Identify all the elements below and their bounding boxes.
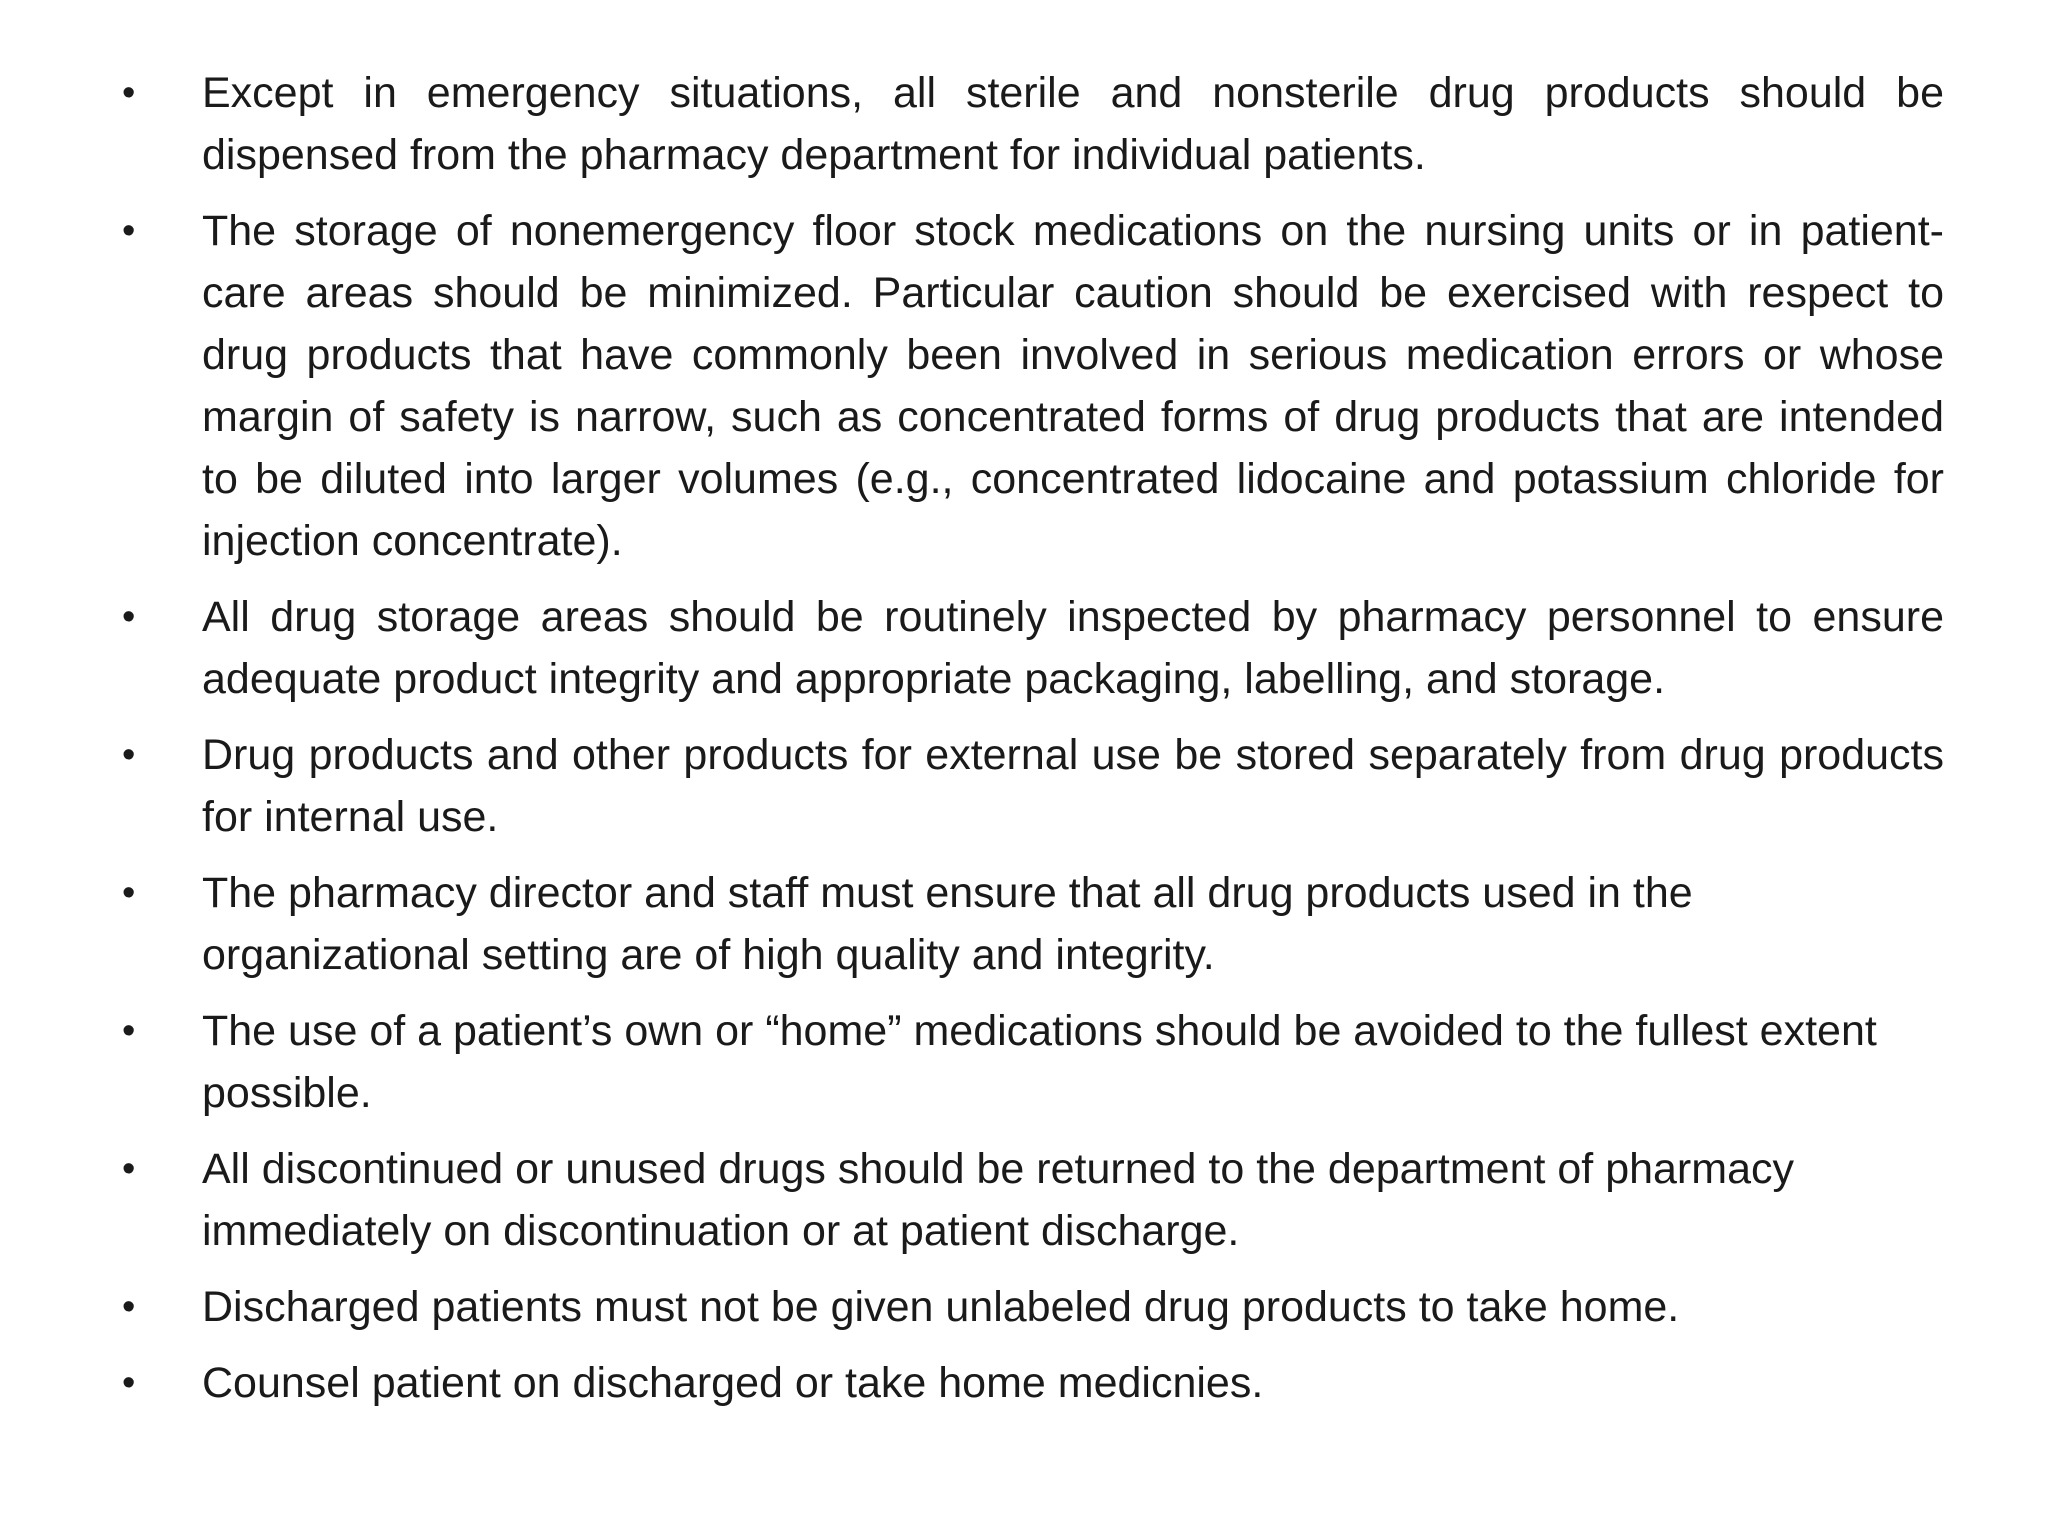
bullet-item-counsel-patient: [120, 1352, 1944, 1414]
bullet-icon: •: [122, 1286, 136, 1328]
bullet-icon: •: [122, 72, 136, 114]
bullet-item-emergency-dispensing: [120, 62, 1944, 186]
bullet-text: The storage of nonemergency floor stock medications on the nursing units or in patient-care areas should be minimized. Particular caution should be exercised with respect to drug products that have commonly been involved in serious medication errors or whose margin of safety is narrow, such as concentrated forms of drug products that are intended to be diluted into larger volumes (e.g., concentrated lidocaine and potassium chloride for injection concentrate).: [202, 207, 1944, 565]
bullet-icon: •: [122, 596, 136, 638]
bullet-text: Except in emergency situations, all sterile and nonsterile drug products should be dispensed from the pharmacy department for individual patients.: [202, 69, 1944, 179]
bullet-text: The pharmacy director and staff must ensure that all drug products used in the organizational setting are of high quality and integrity.: [202, 869, 1693, 979]
bullet-item-quality-integrity: [120, 862, 1944, 986]
bullet-item-storage-inspection: [120, 586, 1944, 710]
bullet-icon: •: [122, 1148, 136, 1190]
bullet-text: All discontinued or unused drugs should be returned to the department of pharmacy immediately on discontinuation or at patient discharge.: [202, 1145, 1794, 1255]
bullet-list: [120, 62, 1944, 1428]
bullet-icon: •: [122, 1362, 136, 1404]
bullet-icon: •: [122, 1010, 136, 1052]
bullet-icon: •: [122, 210, 136, 252]
bullet-item-home-medications: [120, 1000, 1944, 1124]
bullet-icon: •: [122, 734, 136, 776]
bullet-item-discontinued-drugs: [120, 1138, 1944, 1262]
bullet-text: The use of a patient’s own or “home” medications should be avoided to the fullest extent possible.: [202, 1007, 1877, 1117]
bullet-text: Counsel patient on discharged or take home medicnies.: [202, 1359, 1264, 1407]
bullet-text: Drug products and other products for external use be stored separately from drug products for internal use.: [202, 731, 1944, 841]
bullet-item-unlabeled-products: [120, 1276, 1944, 1338]
bullet-item-external-use: [120, 724, 1944, 848]
bullet-item-floor-stock: [120, 200, 1944, 572]
bullet-text: Discharged patients must not be given unlabeled drug products to take home.: [202, 1283, 1680, 1331]
bullet-icon: •: [122, 872, 136, 914]
bullet-text: All drug storage areas should be routinely inspected by pharmacy personnel to ensure adequate product integrity and appropriate packaging, labelling, and storage.: [202, 593, 1944, 703]
